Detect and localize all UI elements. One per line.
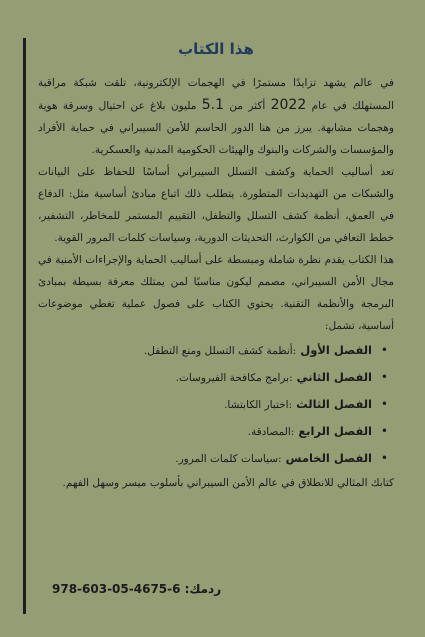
spine-line: [23, 38, 26, 614]
isbn-number: 978-603-05-4675-6: [52, 582, 181, 596]
book-overview-paragraph: هذا الكتاب يقدم نظرة شاملة ومبسطة على أساليب الحماية والإجراءات الأمنية في مجال الأمن السيبراني، مصمم ليكون مناسبًا لمن يمتلك معرفة بسيطة بمبادئ البرمجة والأنظمة التقنية. يحتوي الكتاب على فصول عملية تغطي موضوعات أساسية، تشمل:: [38, 254, 394, 332]
chapter-desc: :المصادقة.: [247, 426, 295, 438]
back-cover-text: [38, 40, 394, 494]
list-item: [38, 337, 372, 364]
chapter-title: الفصل الثالث: [296, 397, 372, 411]
closing-line: كتابك المثالي للانطلاق في عالم الأمن السيبراني بأسلوب ميسر وسهل الفهم.: [62, 477, 394, 489]
page-title: هذا الكتاب: [178, 40, 254, 58]
isbn-line: [52, 582, 221, 596]
chapter-title: الفصل الخامس: [285, 451, 372, 465]
chapter-title: الفصل الرابع: [298, 424, 372, 438]
methods-paragraph: تعد أساليب الحماية وكشف التسلل السيبراني أساسًا للحفاظ على البيانات والشبكات من التهديدات المتطورة. يتطلب ذلك اتباع مبادئ أساسية مثل: الدفاع في العمق، أنظمة كشف التسلل والتطفل، التقييم المستمر للمخاطر، التشفير، خطط التعافي من الكوارث، التحديثات الدورية، وسياسات كلمات المرور القوية.: [38, 166, 394, 244]
chapter-list: [38, 337, 394, 472]
chapter-desc: :برامج مكافحة الفيروسات.: [175, 372, 293, 384]
chapter-title: الفصل الأول: [300, 343, 372, 357]
chapter-desc: :اختبار الكابتشا.: [224, 399, 293, 411]
list-item: [38, 445, 372, 472]
intro-amount: 5.1: [201, 97, 224, 113]
intro-text-start: في عالم يشهد تزايدًا مستمرًا في الهجمات الإلكترونية، تلقت شبكة مراقبة المستهلك في عام: [38, 77, 394, 112]
chapter-desc: :سياسات كلمات المرور.: [175, 453, 282, 465]
intro-year: 2022: [270, 97, 307, 113]
intro-text-end: مليون بلاغ عن احتيال وسرقة هوية وهجمات مشابهة. يبرز من هنا الدور الحاسم للأمن السيبراني في حماية الأفراد والمؤسسات والشركات والبنوك والهيئات الحكومية المدنية والعسكرية.: [38, 100, 394, 156]
chapter-desc: :أنظمة كشف التسلل ومنع التطفل.: [143, 345, 297, 357]
list-item: [38, 391, 372, 418]
intro-text-mid: أكثر من: [224, 100, 271, 112]
isbn-label: ردمك:: [184, 582, 222, 596]
list-item: [38, 364, 372, 391]
chapter-title: الفصل الثاني: [296, 370, 372, 384]
list-item: [38, 418, 372, 445]
intro-paragraph: [38, 72, 394, 161]
